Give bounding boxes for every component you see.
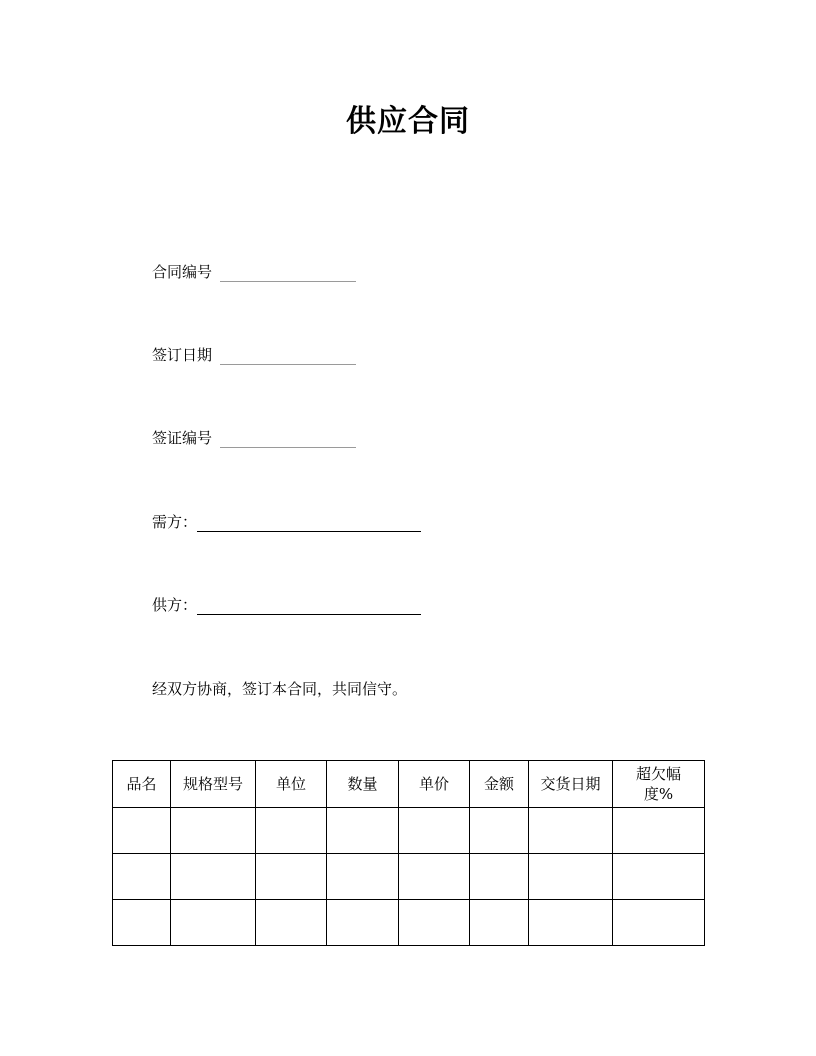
- header-unit-price: 单价: [399, 761, 470, 808]
- table-cell[interactable]: [256, 854, 327, 900]
- buyer-label: 需方：: [152, 513, 198, 531]
- sign-date-label: 签订日期: [152, 346, 213, 364]
- intro-text: 经双方协商，签订本合同，共同信守。: [152, 680, 408, 698]
- contract-number-label: 合同编号: [152, 263, 213, 281]
- visa-number-field: [152, 428, 356, 448]
- table-cell[interactable]: [470, 854, 529, 900]
- table-cell[interactable]: [171, 900, 256, 946]
- table-cell[interactable]: [256, 808, 327, 854]
- buyer-blank[interactable]: [197, 517, 421, 532]
- header-product-name: 品名: [113, 761, 171, 808]
- table-row: [113, 900, 705, 946]
- table-cell[interactable]: [529, 808, 613, 854]
- table-cell[interactable]: [399, 900, 470, 946]
- table-cell[interactable]: [529, 854, 613, 900]
- contract-number-blank[interactable]: [220, 267, 356, 282]
- contract-number-field: [152, 262, 356, 282]
- sign-date-blank[interactable]: [220, 350, 356, 365]
- header-quantity: 数量: [327, 761, 399, 808]
- table-cell[interactable]: [171, 808, 256, 854]
- table-row: [113, 808, 705, 854]
- table-cell[interactable]: [613, 900, 705, 946]
- table-cell[interactable]: [613, 854, 705, 900]
- supplier-label: 供方：: [152, 596, 198, 614]
- header-delivery-date: 交货日期: [529, 761, 613, 808]
- table-cell[interactable]: [327, 854, 399, 900]
- table-cell[interactable]: [113, 808, 171, 854]
- header-spec-model: 规格型号: [171, 761, 256, 808]
- table-cell[interactable]: [171, 854, 256, 900]
- table-cell[interactable]: [256, 900, 327, 946]
- table-row: [113, 854, 705, 900]
- header-tolerance-line1: 超欠幅: [635, 765, 681, 783]
- header-tolerance: [613, 761, 705, 808]
- table-header-row: [113, 761, 705, 808]
- goods-table: [112, 760, 705, 946]
- buyer-field: [152, 512, 421, 532]
- table-cell[interactable]: [470, 900, 529, 946]
- visa-number-blank[interactable]: [220, 433, 356, 448]
- table-cell[interactable]: [327, 808, 399, 854]
- table-cell[interactable]: [327, 900, 399, 946]
- sign-date-field: [152, 345, 356, 365]
- header-amount: 金额: [470, 761, 529, 808]
- header-tolerance-line2: 度%: [643, 785, 674, 803]
- table-cell[interactable]: [529, 900, 613, 946]
- table-cell[interactable]: [613, 808, 705, 854]
- table-cell[interactable]: [113, 854, 171, 900]
- header-unit: 单位: [256, 761, 327, 808]
- table-cell[interactable]: [399, 854, 470, 900]
- visa-number-label: 签证编号: [152, 429, 213, 447]
- document-title: 供应合同: [346, 104, 470, 139]
- supplier-blank[interactable]: [197, 600, 421, 615]
- table-cell[interactable]: [470, 808, 529, 854]
- table-cell[interactable]: [113, 900, 171, 946]
- table-cell[interactable]: [399, 808, 470, 854]
- supplier-field: [152, 595, 421, 615]
